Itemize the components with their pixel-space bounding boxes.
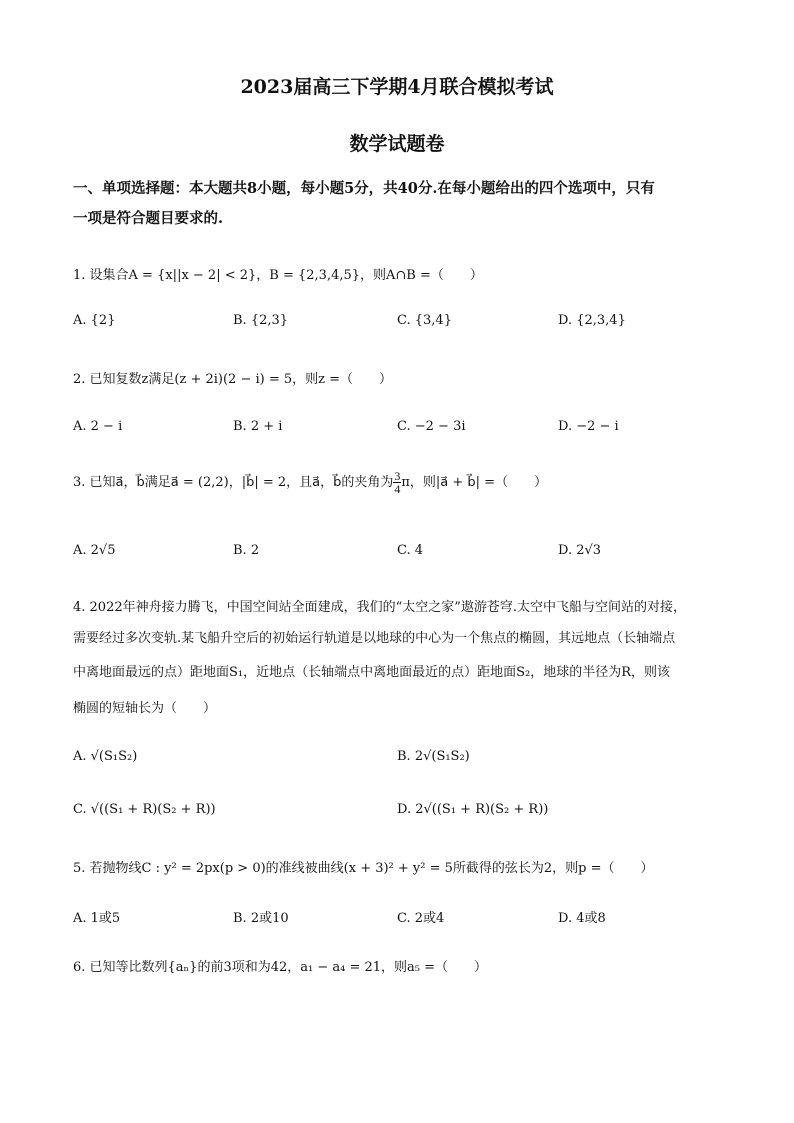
question-5-option-b[interactable]: B. 2或10	[233, 911, 289, 926]
question-1-option-a[interactable]: A. {2}	[73, 313, 116, 328]
fraction-numerator: 3	[394, 469, 401, 483]
question-5-option-c[interactable]: C. 2或4	[397, 911, 445, 926]
fraction-denominator: 4	[394, 482, 401, 496]
question-5-option-a[interactable]: A. 1或5	[73, 911, 121, 926]
question-3-option-b[interactable]: B. 2	[233, 543, 260, 558]
question-1-option-b[interactable]: B. {2,3}	[233, 313, 289, 328]
question-1-stem: 1. 设集合A = {x||x − 2| < 2}，B = {2,3,4,5}，则A∩B =（ ）	[73, 268, 483, 283]
question-4-line4: 椭圆的短轴长为（ ）	[73, 701, 217, 716]
question-1-option-c[interactable]: C. {3,4}	[397, 313, 452, 328]
question-2-stem: 2. 已知复数z满足(z + 2i)(2 − i) = 5，则z =（ ）	[73, 372, 392, 387]
question-5-stem: 5. 若抛物线C : y² = 2px(p > 0)的准线被曲线(x + 3)² + y² = 5所截得的弦长为2，则p =（ ）	[73, 861, 654, 876]
question-3-option-a[interactable]: A. 2√5	[73, 543, 116, 558]
question-4-line3: 中离地面最远的点）距地面S₁，近地点（长轴端点中离地面最近的点）距地面S₂，地球的半径为R，则该	[73, 665, 671, 680]
section-heading-line2: 一项是符合题目要求的.	[73, 210, 224, 227]
question-4-option-a[interactable]: A. √(S₁S₂)	[73, 749, 138, 764]
question-4-option-c[interactable]: C. √((S₁ + R)(S₂ + R))	[73, 802, 216, 817]
section-heading-line1: 一、单项选择题：本大题共8小题，每小题5分，共40分.在每小题给出的四个选项中，只有	[73, 180, 655, 197]
question-3-option-c[interactable]: C. 4	[397, 543, 424, 558]
question-4-option-d[interactable]: D. 2√((S₁ + R)(S₂ + R))	[397, 802, 549, 817]
exam-title: 2023届高三下学期4月联合模拟考试	[240, 76, 554, 98]
question-3-stem-part1: 3. 已知a⃗，b⃗满足a⃗ = (2,2)，|b⃗| = 2，且a⃗，b⃗的夹角为	[73, 475, 394, 490]
question-3-option-d[interactable]: D. 2√3	[558, 543, 602, 558]
question-1-option-d[interactable]: D. {2,3,4}	[558, 313, 626, 328]
question-4-line2: 需要经过多次变轨.某飞船升空后的初始运行轨道是以地球的中心为一个焦点的椭圆，其远地点（长轴端点	[73, 631, 676, 646]
question-4-line1: 4. 2022年神舟接力腾飞，中国空间站全面建成，我们的“太空之家”遨游苍穹.太空中飞船与空间站的对接，	[73, 600, 687, 615]
question-5-option-d[interactable]: D. 4或8	[558, 911, 606, 926]
question-2-option-a[interactable]: A. 2 − i	[73, 419, 123, 434]
question-6-stem: 6. 已知等比数列{aₙ}的前3项和为42，a₁ − a₄ = 21，则a₅ =（ ）	[73, 960, 488, 975]
exam-subtitle: 数学试题卷	[349, 133, 445, 155]
question-2-option-d[interactable]: D. −2 − i	[558, 419, 619, 434]
question-2-option-b[interactable]: B. 2 + i	[233, 419, 283, 434]
question-4-option-b[interactable]: B. 2√(S₁S₂)	[397, 749, 470, 764]
question-2-option-c[interactable]: C. −2 − 3i	[397, 419, 466, 434]
question-3-stem	[73, 470, 547, 495]
question-3-stem-part2: π，则|a⃗ + b⃗| =（ ）	[401, 475, 548, 490]
